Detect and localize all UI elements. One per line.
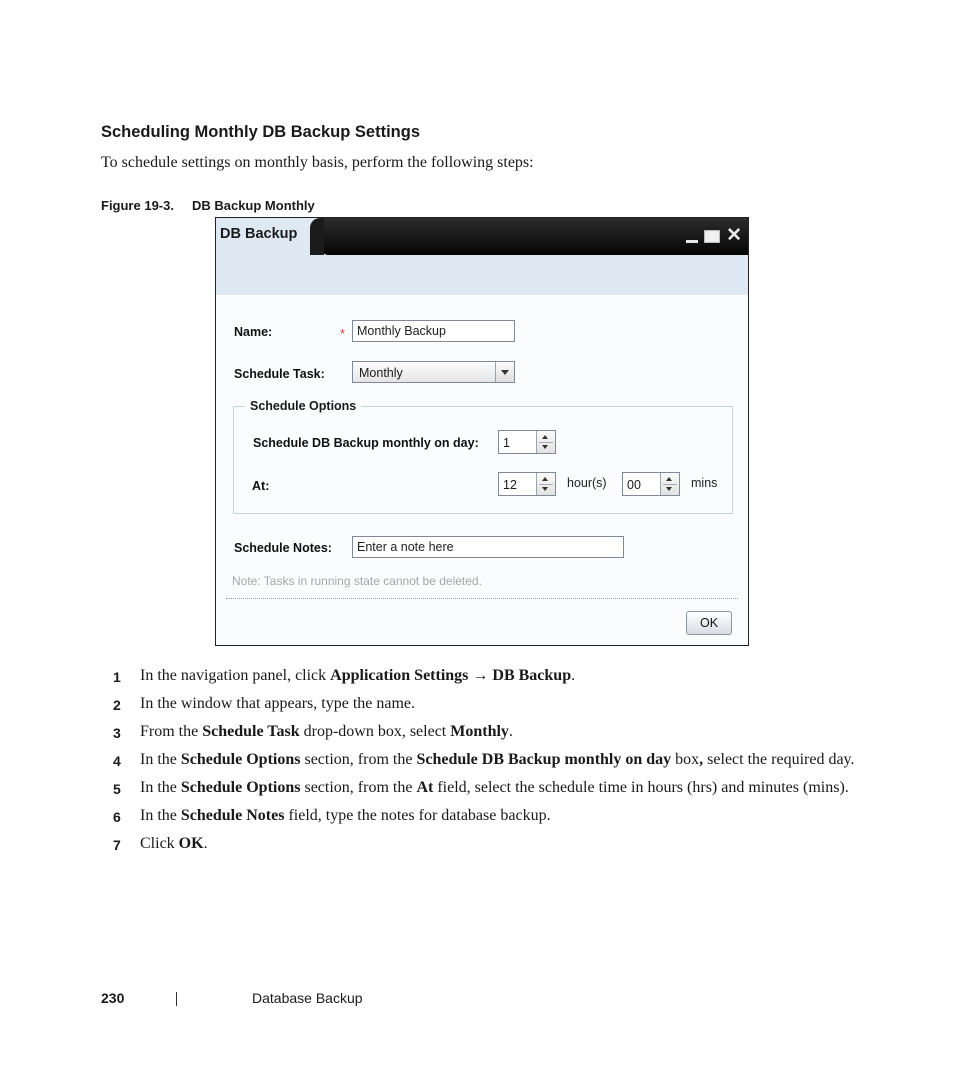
step-text: field, select the schedule time in hours (hrs) and minutes (mins). [433, 779, 849, 796]
schedule-task-value: Monthly [359, 366, 403, 380]
day-value: 1 [503, 436, 510, 450]
step-text: . [508, 723, 513, 740]
step-item [101, 777, 861, 799]
mins-spinner[interactable] [622, 472, 680, 496]
section-intro: To schedule settings on monthly basis, perform the following steps: [101, 154, 534, 171]
mins-unit: mins [691, 476, 718, 490]
dialog-divider [226, 598, 738, 599]
step-text: . [203, 835, 208, 852]
footer-separator [176, 992, 177, 1006]
step-number: 6 [113, 809, 121, 825]
mins-value: 00 [627, 478, 641, 492]
ok-button[interactable]: OK [686, 611, 732, 635]
required-mark: * [340, 326, 346, 341]
window-controls [686, 227, 742, 245]
hours-unit: hour(s) [567, 476, 607, 490]
dialog-titlebar-dark [322, 218, 748, 255]
step-text: In the [140, 807, 181, 824]
step-text: Click [140, 835, 179, 852]
step-number: 7 [113, 837, 121, 853]
step-text: Schedule Task [202, 723, 300, 740]
day-spinner[interactable] [498, 430, 556, 454]
step-text: Schedule Notes [180, 807, 285, 824]
step-text: Schedule Options [180, 751, 301, 768]
spin-down-icon[interactable] [542, 487, 548, 491]
close-icon[interactable]: ✕ [726, 225, 742, 246]
step-text: DB Backup [492, 667, 572, 684]
step-number: 5 [113, 781, 121, 797]
footer-note: Note: Tasks in running state cannot be deleted. [232, 574, 482, 588]
dialog-title: DB Backup [220, 226, 298, 242]
maximize-icon[interactable] [704, 230, 720, 243]
steps-list [101, 665, 861, 861]
step-text: In the [140, 779, 181, 796]
dialog-titlebar[interactable] [216, 218, 748, 258]
spin-down-icon[interactable] [542, 445, 548, 449]
hours-value: 12 [503, 478, 517, 492]
db-backup-dialog [215, 217, 749, 646]
spin-down-icon[interactable] [666, 487, 672, 491]
day-spinner-buttons[interactable] [536, 431, 555, 453]
step-text: section, from the [300, 751, 417, 768]
step-text: At [416, 779, 434, 796]
step-number: 3 [113, 725, 121, 741]
step-text: section, from the [300, 779, 417, 796]
schedule-options-legend: Schedule Options [245, 399, 361, 413]
hours-spinner-buttons[interactable] [536, 473, 555, 495]
name-field[interactable]: Monthly Backup [352, 320, 515, 342]
step-text: In the navigation panel, click [140, 667, 331, 684]
step-text: Schedule DB Backup monthly on day [416, 751, 672, 768]
figure-caption [101, 198, 315, 213]
schedule-task-label: Schedule Task: [234, 367, 325, 381]
spin-up-icon[interactable] [666, 477, 672, 481]
chevron-down-icon[interactable] [495, 362, 514, 382]
day-label: Schedule DB Backup monthly on day: [253, 436, 479, 450]
schedule-task-select[interactable] [352, 361, 515, 383]
step-text: From the [140, 723, 203, 740]
notes-field[interactable]: Enter a note here [352, 536, 624, 558]
step-item [101, 833, 861, 855]
step-text: Application Settings [330, 667, 469, 684]
step-item [101, 805, 861, 827]
step-text: box [671, 751, 700, 768]
figure-label: Figure 19-3. [101, 198, 174, 213]
spin-up-icon[interactable] [542, 435, 548, 439]
step-text: OK [178, 835, 204, 852]
at-label: At: [252, 479, 270, 493]
step-item [101, 721, 861, 743]
step-text: select the required day. [703, 751, 855, 768]
dialog-header-band [216, 255, 748, 295]
hours-spinner[interactable] [498, 472, 556, 496]
step-text: drop-down box, select [299, 723, 451, 740]
step-text: . [571, 667, 576, 684]
section-heading: Scheduling Monthly DB Backup Settings [101, 123, 421, 141]
figure-title: DB Backup Monthly [191, 198, 315, 213]
step-item [101, 693, 861, 715]
step-text: In the window that appears, type the name. [140, 695, 416, 712]
step-text: → [468, 667, 493, 684]
step-text: Monthly [450, 723, 509, 740]
chapter-title: Database Backup [252, 990, 363, 1006]
step-item [101, 749, 861, 771]
minimize-icon[interactable] [686, 240, 698, 243]
spin-up-icon[interactable] [542, 477, 548, 481]
page-number: 230 [101, 990, 125, 1006]
schedule-options-fieldset [233, 406, 733, 514]
mins-spinner-buttons[interactable] [660, 473, 679, 495]
step-number: 4 [113, 753, 121, 769]
step-text: In the [140, 751, 181, 768]
dialog-title-tab [216, 218, 322, 258]
step-text: Schedule Options [180, 779, 301, 796]
name-label: Name: [234, 325, 273, 339]
step-text: , [699, 751, 704, 768]
step-text: field, type the notes for database backup. [284, 807, 551, 824]
step-number: 2 [113, 697, 121, 713]
step-item [101, 665, 861, 687]
notes-label: Schedule Notes: [234, 541, 332, 555]
step-number: 1 [113, 669, 121, 685]
